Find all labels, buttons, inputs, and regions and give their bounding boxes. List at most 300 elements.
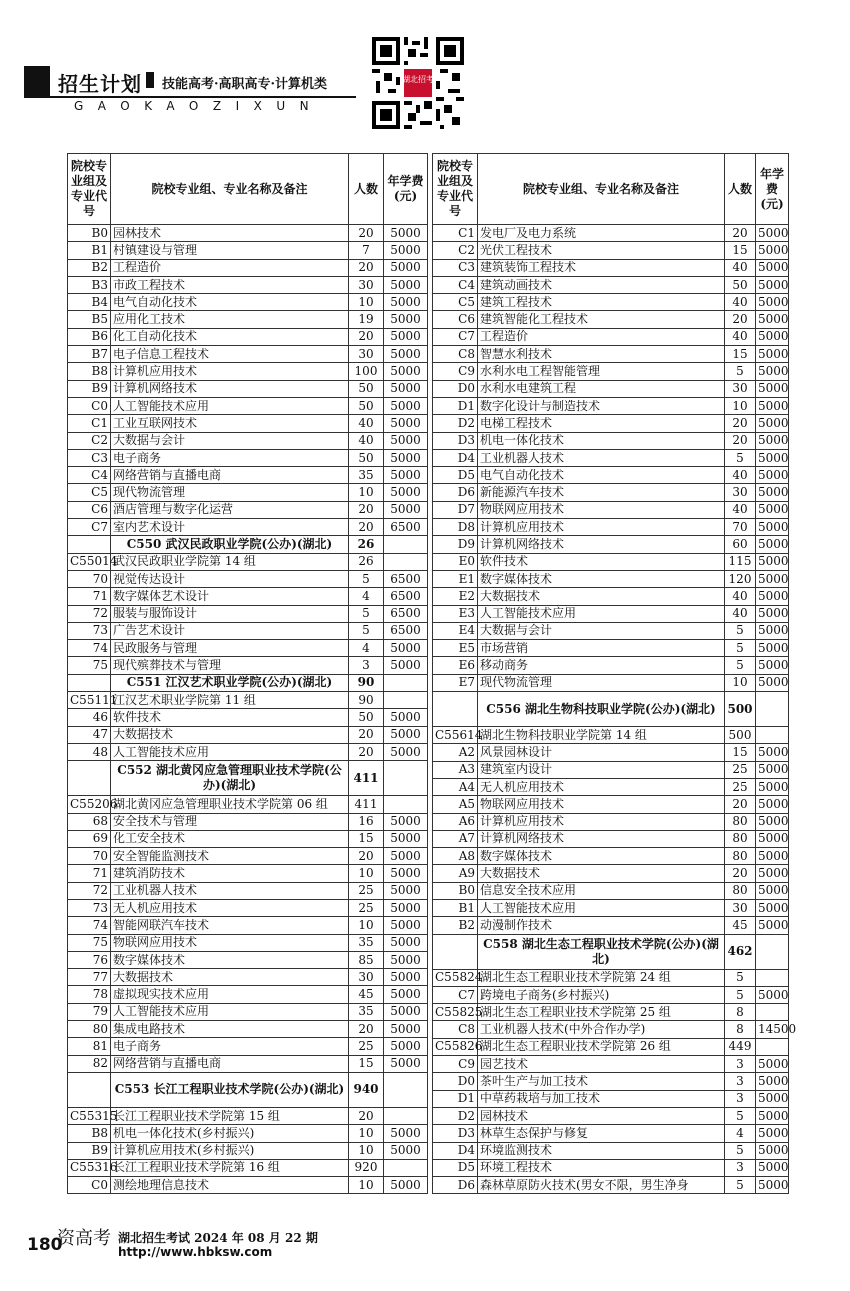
table-row	[433, 899, 789, 916]
cell-code: B7	[68, 346, 111, 363]
table-row	[433, 1159, 789, 1176]
cell-count: 411	[349, 761, 384, 796]
cell-count: 45	[349, 986, 384, 1003]
cell-count: 30	[725, 484, 756, 501]
cell-code: 46	[68, 709, 111, 726]
cell-code: C55825	[433, 1004, 478, 1021]
table-row	[68, 605, 428, 622]
cell-code: C9	[433, 1056, 478, 1073]
cell-fee: 5000	[756, 380, 789, 397]
cell-name: 机电一体化技术(乡村振兴)	[111, 1125, 349, 1142]
cell-code: D6	[433, 1177, 478, 1194]
cell-fee: 5000	[756, 865, 789, 882]
cell-count: 100	[349, 363, 384, 380]
cell-code: C5	[68, 484, 111, 501]
table-row	[68, 588, 428, 605]
cell-fee: 5000	[384, 1125, 428, 1142]
publication-info: 湖北招生考试 2024 年 08 月 22 期	[118, 1231, 318, 1245]
cell-code: B9	[68, 380, 111, 397]
cell-code: B5	[68, 311, 111, 328]
table-row	[68, 328, 428, 345]
cell-name: 物联网应用技术	[478, 796, 725, 813]
cell-count: 5	[725, 1177, 756, 1194]
table-row	[433, 484, 789, 501]
cell-code: B3	[68, 276, 111, 293]
cell-name: 林草生态保护与修复	[478, 1125, 725, 1142]
cell-count: 5	[725, 363, 756, 380]
cell-fee: 5000	[756, 259, 789, 276]
table-row	[68, 1021, 428, 1038]
cell-fee: 5000	[756, 1056, 789, 1073]
cell-code: C1	[68, 415, 111, 432]
header-marker	[146, 72, 154, 88]
cell-code: 68	[68, 813, 111, 830]
table-row	[68, 467, 428, 484]
right-plan-table	[432, 153, 797, 1194]
cell-code: E2	[433, 588, 478, 605]
cell-name: 网络营销与直播电商	[111, 467, 349, 484]
table-row	[68, 969, 428, 986]
cell-code	[433, 692, 478, 727]
cell-count: 15	[725, 242, 756, 259]
cell-fee	[384, 536, 428, 553]
table-row	[68, 1142, 428, 1159]
cell-count: 30	[349, 346, 384, 363]
table-row	[433, 346, 789, 363]
table-row	[433, 778, 789, 795]
cell-code: E7	[433, 674, 478, 691]
cell-code: C1	[433, 225, 478, 242]
cell-name: 软件技术	[111, 709, 349, 726]
cell-name: 跨境电子商务(乡村振兴)	[478, 986, 725, 1003]
cell-code: C0	[68, 1177, 111, 1194]
cell-name: 大数据与会计	[111, 432, 349, 449]
cell-count: 45	[725, 917, 756, 934]
cell-code	[68, 536, 111, 553]
cell-name: 计算机应用技术	[478, 519, 725, 536]
cell-fee: 5000	[384, 709, 428, 726]
cell-code: 70	[68, 848, 111, 865]
cell-name: 计算机应用技术	[111, 363, 349, 380]
cell-fee: 5000	[384, 397, 428, 414]
table-row	[433, 865, 789, 882]
table-row	[68, 242, 428, 259]
cell-count: 4	[725, 1125, 756, 1142]
table-row	[68, 796, 428, 813]
cell-fee: 5000	[384, 657, 428, 674]
cell-fee: 5000	[384, 1038, 428, 1055]
col-fee-header: 年学费(元)	[756, 154, 789, 225]
cell-count: 20	[349, 519, 384, 536]
cell-code: E4	[433, 622, 478, 639]
cell-count: 5	[725, 622, 756, 639]
cell-code: D4	[433, 1142, 478, 1159]
cell-name: 工程造价	[478, 328, 725, 345]
table-row	[68, 709, 428, 726]
cell-count: 7	[349, 242, 384, 259]
table-row	[433, 830, 789, 847]
cell-code: A8	[433, 848, 478, 865]
cell-name: 数字化设计与制造技术	[478, 397, 725, 414]
cell-fee: 5000	[756, 1142, 789, 1159]
table-row	[433, 1107, 789, 1124]
cell-count: 5	[725, 1142, 756, 1159]
cell-name: 大数据技术	[111, 726, 349, 743]
table-row	[433, 1125, 789, 1142]
table-row	[433, 415, 789, 432]
cell-name: 电子商务	[111, 449, 349, 466]
cell-code: 69	[68, 830, 111, 847]
cell-code: C5	[433, 294, 478, 311]
cell-count: 10	[349, 1125, 384, 1142]
cell-fee	[756, 934, 789, 969]
cell-name: C550 武汉民政职业学院(公办)(湖北)	[111, 536, 349, 553]
cell-count: 3	[725, 1073, 756, 1090]
cell-code: A9	[433, 865, 478, 882]
cell-count: 15	[349, 830, 384, 847]
cell-fee	[384, 796, 428, 813]
table-row	[433, 1004, 789, 1021]
cell-fee: 5000	[384, 276, 428, 293]
cell-fee: 6500	[384, 588, 428, 605]
table-row	[433, 1038, 789, 1055]
col-name-header: 院校专业组、专业名称及备注	[478, 154, 725, 225]
cell-fee: 5000	[756, 1090, 789, 1107]
cell-fee: 5000	[756, 588, 789, 605]
cell-fee: 5000	[756, 674, 789, 691]
cell-code: B2	[433, 917, 478, 934]
cell-fee	[756, 692, 789, 727]
cell-code: D1	[433, 397, 478, 414]
cell-name: 软件技术	[478, 553, 725, 570]
table-row	[433, 640, 789, 657]
publication-url: http://www.hbksw.com	[118, 1245, 273, 1259]
table-row	[68, 1177, 428, 1194]
cell-name: 建筑智能化工程技术	[478, 311, 725, 328]
cell-count: 449	[725, 1038, 756, 1055]
cell-count: 8	[725, 1004, 756, 1021]
table-row	[68, 380, 428, 397]
cell-name: 长江工程职业技术学院第 16 组	[111, 1159, 349, 1176]
cell-name: 湖北生态工程职业技术学院第 25 组	[478, 1004, 725, 1021]
cell-count: 80	[725, 813, 756, 830]
cell-count: 411	[349, 796, 384, 813]
cell-code: C7	[433, 328, 478, 345]
cell-fee: 5000	[384, 328, 428, 345]
cell-count: 40	[725, 605, 756, 622]
cell-name: 园艺技术	[478, 1056, 725, 1073]
cell-code: 70	[68, 570, 111, 587]
cell-count: 20	[725, 311, 756, 328]
cell-code: B0	[433, 882, 478, 899]
cell-count: 85	[349, 951, 384, 968]
cell-code: 73	[68, 622, 111, 639]
cell-name: 数字媒体艺术设计	[111, 588, 349, 605]
cell-count: 115	[725, 553, 756, 570]
cell-code: 81	[68, 1038, 111, 1055]
cell-name: 智慧水利技术	[478, 346, 725, 363]
cell-count: 35	[349, 1003, 384, 1020]
cell-count: 26	[349, 553, 384, 570]
left-plan-table	[67, 153, 428, 1194]
cell-name: 计算机网络技术	[111, 380, 349, 397]
cell-code: D5	[433, 1159, 478, 1176]
cell-count: 10	[349, 294, 384, 311]
cell-name: 建筑工程技术	[478, 294, 725, 311]
cell-count: 80	[725, 882, 756, 899]
cell-count: 50	[349, 449, 384, 466]
cell-code: 80	[68, 1021, 111, 1038]
cell-count: 40	[725, 467, 756, 484]
cell-fee: 5000	[756, 311, 789, 328]
col-code-header: 院校专业组及专业代号	[68, 154, 111, 225]
table-row	[68, 363, 428, 380]
cell-name: 计算机应用技术	[478, 813, 725, 830]
cell-name: 人工智能技术应用	[478, 899, 725, 916]
table-row	[433, 986, 789, 1003]
cell-code: 82	[68, 1055, 111, 1072]
cell-fee: 5000	[384, 899, 428, 916]
cell-fee: 5000	[384, 294, 428, 311]
cell-count: 30	[725, 899, 756, 916]
cell-code: C55824	[433, 969, 478, 986]
cell-code: C8	[433, 1021, 478, 1038]
cell-name: 村镇建设与管理	[111, 242, 349, 259]
cell-code: 73	[68, 899, 111, 916]
cell-name: 建筑动画技术	[478, 276, 725, 293]
table-row	[68, 519, 428, 536]
cell-code: C8	[433, 346, 478, 363]
cell-fee: 5000	[756, 778, 789, 795]
school-row	[68, 536, 428, 553]
table-row	[68, 501, 428, 518]
table-row	[68, 830, 428, 847]
cell-code: C55206	[68, 796, 111, 813]
table-row	[433, 657, 789, 674]
cell-code	[68, 674, 111, 691]
cell-name: 电子信息工程技术	[111, 346, 349, 363]
cell-count: 16	[349, 813, 384, 830]
cell-code: 72	[68, 882, 111, 899]
cell-fee: 5000	[384, 259, 428, 276]
table-row	[433, 917, 789, 934]
cell-name: 动漫制作技术	[478, 917, 725, 934]
cell-code: 71	[68, 865, 111, 882]
cell-code: E0	[433, 553, 478, 570]
cell-code: D1	[433, 1090, 478, 1107]
cell-code: C6	[68, 501, 111, 518]
cell-count: 15	[349, 1055, 384, 1072]
table-row	[433, 813, 789, 830]
cell-count: 20	[725, 865, 756, 882]
cell-fee: 5000	[384, 917, 428, 934]
cell-fee: 5000	[756, 744, 789, 761]
cell-count: 3	[725, 1159, 756, 1176]
cell-fee: 5000	[756, 328, 789, 345]
table-row	[68, 813, 428, 830]
cell-count: 10	[349, 484, 384, 501]
cell-code: B2	[68, 259, 111, 276]
cell-name: 电气自动化技术	[478, 467, 725, 484]
qr-badge: 湖北招考	[402, 74, 434, 84]
cell-fee	[384, 1107, 428, 1124]
table-row	[433, 622, 789, 639]
cell-fee: 5000	[384, 813, 428, 830]
table-row	[68, 986, 428, 1003]
cell-fee: 5000	[384, 467, 428, 484]
table-row	[433, 467, 789, 484]
cell-code: 75	[68, 657, 111, 674]
cell-count: 20	[725, 432, 756, 449]
table-row	[68, 640, 428, 657]
cell-name: 大数据与会计	[478, 622, 725, 639]
cell-name: 工程造价	[111, 259, 349, 276]
cell-fee: 5000	[384, 449, 428, 466]
cell-name: 酒店管理与数字化运营	[111, 501, 349, 518]
cell-fee: 5000	[756, 363, 789, 380]
cell-code: D3	[433, 432, 478, 449]
cell-code: C2	[68, 432, 111, 449]
col-fee-header: 年学费(元)	[384, 154, 428, 225]
cell-code: C55111	[68, 692, 111, 709]
table-row	[433, 225, 789, 242]
cell-fee: 5000	[756, 986, 789, 1003]
table-row	[68, 1038, 428, 1055]
cell-fee: 5000	[756, 1107, 789, 1124]
cell-count: 3	[725, 1090, 756, 1107]
cell-name: 电气自动化技术	[111, 294, 349, 311]
cell-code: C3	[433, 259, 478, 276]
table-row	[433, 1090, 789, 1107]
cell-count: 90	[349, 692, 384, 709]
table-row	[433, 328, 789, 345]
cell-name: 人工智能技术应用	[111, 397, 349, 414]
cell-count: 10	[725, 397, 756, 414]
cell-code: A5	[433, 796, 478, 813]
cell-fee: 5000	[756, 848, 789, 865]
cell-name: 发电厂及电力系统	[478, 225, 725, 242]
cell-count: 5	[725, 640, 756, 657]
table-row	[68, 276, 428, 293]
cell-name: 光伏工程技术	[478, 242, 725, 259]
cell-name: 人工智能技术应用	[111, 1003, 349, 1020]
cell-name: 环境工程技术	[478, 1159, 725, 1176]
table-row	[433, 1021, 789, 1038]
col-count-header: 人数	[725, 154, 756, 225]
cell-fee: 5000	[756, 761, 789, 778]
cell-code: D0	[433, 380, 478, 397]
table-row	[68, 311, 428, 328]
cell-fee: 5000	[384, 951, 428, 968]
cell-name: 网络营销与直播电商	[111, 1055, 349, 1072]
cell-fee: 5000	[384, 934, 428, 951]
cell-count: 3	[725, 1056, 756, 1073]
cell-code: E5	[433, 640, 478, 657]
cell-code: 78	[68, 986, 111, 1003]
cell-code: C55614	[433, 727, 478, 744]
cell-fee: 5000	[384, 1021, 428, 1038]
cell-name: 无人机应用技术	[478, 778, 725, 795]
school-row	[433, 692, 789, 727]
cell-count: 5	[349, 622, 384, 639]
cell-name: 环境监测技术	[478, 1142, 725, 1159]
cell-name: 电梯工程技术	[478, 415, 725, 432]
cell-code: C55315	[68, 1107, 111, 1124]
cell-code: 77	[68, 969, 111, 986]
page-number: 180	[27, 1235, 63, 1255]
cell-fee: 5000	[384, 969, 428, 986]
table-row	[433, 259, 789, 276]
qr-code-icon	[372, 37, 464, 129]
table-row	[433, 1142, 789, 1159]
cell-count: 20	[349, 259, 384, 276]
cell-count: 10	[349, 1142, 384, 1159]
table-header-row	[433, 154, 789, 225]
cell-fee: 5000	[384, 882, 428, 899]
table-row	[433, 311, 789, 328]
cell-name: 数字媒体技术	[478, 570, 725, 587]
col-count-header: 人数	[349, 154, 384, 225]
cell-count: 20	[725, 796, 756, 813]
magazine-logo	[57, 1224, 111, 1268]
cell-fee: 5000	[756, 242, 789, 259]
cell-code: B4	[68, 294, 111, 311]
cell-count: 20	[349, 1021, 384, 1038]
cell-code: A4	[433, 778, 478, 795]
cell-fee: 5000	[384, 1003, 428, 1020]
cell-code: C55826	[433, 1038, 478, 1055]
table-row	[433, 744, 789, 761]
table-row	[433, 1073, 789, 1090]
cell-code: A2	[433, 744, 478, 761]
cell-name: 工业机器人技术	[478, 449, 725, 466]
cell-name: 建筑室内设计	[478, 761, 725, 778]
cell-count: 462	[725, 934, 756, 969]
cell-fee: 5000	[384, 501, 428, 518]
cell-count: 8	[725, 1021, 756, 1038]
cell-name: 虚拟现实技术应用	[111, 986, 349, 1003]
cell-name: 人工智能技术应用	[478, 605, 725, 622]
cell-fee: 5000	[756, 519, 789, 536]
cell-count: 30	[349, 276, 384, 293]
cell-count: 20	[349, 328, 384, 345]
cell-count: 80	[725, 848, 756, 865]
cell-code: D7	[433, 501, 478, 518]
cell-count: 30	[349, 969, 384, 986]
cell-count: 20	[349, 848, 384, 865]
cell-code: B1	[433, 899, 478, 916]
cell-fee	[756, 1004, 789, 1021]
cell-code	[68, 1072, 111, 1107]
cell-code	[433, 934, 478, 969]
header-block	[24, 66, 50, 98]
cell-count: 30	[725, 380, 756, 397]
cell-fee: 5000	[384, 242, 428, 259]
cell-name: 新能源汽车技术	[478, 484, 725, 501]
logo-text: 资高考	[57, 1228, 111, 1249]
cell-name: 应用化工技术	[111, 311, 349, 328]
cell-fee	[384, 1072, 428, 1107]
table-row	[68, 1125, 428, 1142]
cell-count: 10	[349, 917, 384, 934]
table-row	[433, 605, 789, 622]
cell-code: B8	[68, 1125, 111, 1142]
cell-count: 25	[725, 761, 756, 778]
cell-count: 20	[349, 1107, 384, 1124]
cell-fee: 5000	[384, 380, 428, 397]
cell-name: 计算机网络技术	[478, 830, 725, 847]
cell-name: 视觉传达设计	[111, 570, 349, 587]
